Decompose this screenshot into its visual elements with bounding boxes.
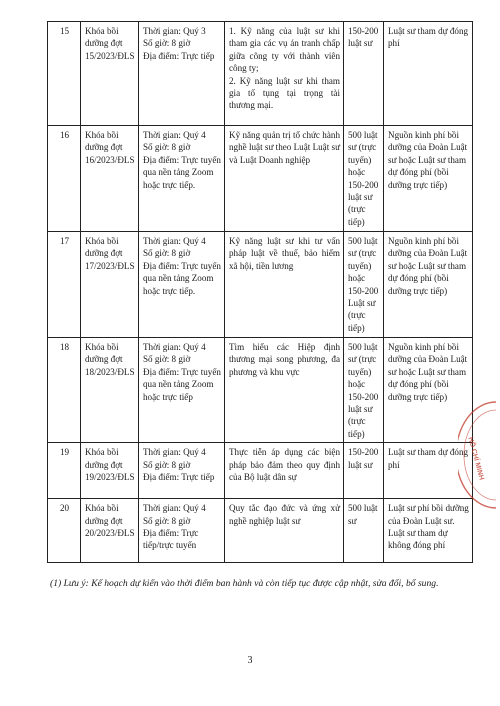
hours-line: Số giờ: 8 giờ bbox=[143, 354, 191, 365]
hours-line: Số giờ: 8 giờ bbox=[143, 38, 191, 49]
content-line: Tìm hiểu các Hiệp định thương mại song phương, đa phương và khu vực bbox=[229, 342, 340, 377]
funding-source: Luật sư tham dự đóng phí bbox=[384, 22, 473, 126]
course-content bbox=[225, 499, 344, 563]
location-line: Địa điểm: Trực tuyến qua nền tảng Zoom hoặc trực tiếp. bbox=[143, 260, 221, 296]
location-line: Địa điểm: Trực tiếp bbox=[143, 472, 215, 483]
course-name: Khóa bồi dưỡng đợt 19/2023/ĐLS bbox=[81, 443, 139, 499]
table-row bbox=[48, 232, 473, 338]
table-row bbox=[48, 126, 473, 232]
course-content bbox=[225, 338, 344, 443]
time-info bbox=[139, 443, 225, 499]
official-stamp-icon bbox=[458, 400, 498, 510]
course-name: Khóa bồi dưỡng đợt 18/2023/ĐLS bbox=[81, 338, 139, 443]
time-line: Thời gian: Quý 4 bbox=[143, 447, 206, 458]
course-name: Khóa bồi dưỡng đợt 15/2023/ĐLS bbox=[81, 22, 139, 126]
training-plan-table bbox=[47, 21, 473, 563]
funding-source: Nguồn kinh phí bồi dưỡng của Đoàn Luật sư hoặc Luật sư tham dự đóng phí (bồi dưỡng trực tiếp) bbox=[384, 338, 473, 443]
hours-line: Số giờ: 8 giờ bbox=[143, 248, 191, 259]
location-line: Địa điểm: Trực tiếp/trực tuyến bbox=[143, 528, 199, 551]
time-info bbox=[139, 499, 225, 563]
location-line: Địa điểm: Trực tiếp bbox=[143, 50, 215, 61]
time-line: Thời gian: Quý 4 bbox=[143, 342, 206, 352]
content-line: Quy tắc đạo đức và ứng xử nghề nghiệp luật sư bbox=[229, 503, 340, 526]
table-row bbox=[48, 338, 473, 443]
time-info bbox=[139, 126, 225, 232]
time-line: Thời gian: Quý 3 bbox=[143, 26, 206, 36]
hours-line: Số giờ: 8 giờ bbox=[143, 142, 191, 153]
course-name: Khóa bồi dưỡng đợt 20/2023/ĐLS bbox=[81, 499, 139, 563]
location-line: Địa điểm: Trực tuyến qua nền tảng Zoom hoặc trực tiếp. bbox=[143, 154, 221, 190]
table-row bbox=[48, 22, 473, 126]
stamp-text: HỒ CHÍ MINH bbox=[466, 436, 485, 481]
content-line: Kỹ năng luật sư khi tư vấn pháp luật về thuế, bảo hiểm xã hội, tiền lương bbox=[229, 236, 340, 271]
time-line: Thời gian: Quý 4 bbox=[143, 503, 206, 514]
funding-source: Luật sư phí bồi dưỡng của Đoàn Luật sư. Luật sư tham dự không đóng phí bbox=[384, 499, 473, 563]
row-number: 20 bbox=[48, 499, 81, 563]
hours-line: Số giờ: 8 giờ bbox=[143, 515, 191, 526]
row-number: 19 bbox=[48, 443, 81, 499]
hours-line: Số giờ: 8 giờ bbox=[143, 459, 191, 470]
course-content bbox=[225, 443, 344, 499]
content-line: Kỹ năng quản trị tổ chức hành nghề luật sư theo Luật Luật sư và Luật Doanh nghiệp bbox=[229, 130, 340, 165]
target-audience: 500 luật sư (trực tuyến) hoặc 150-200 luật sư (trực tiếp) bbox=[344, 126, 384, 232]
course-name: Khóa bồi dưỡng đợt 17/2023/ĐLS bbox=[81, 232, 139, 338]
time-line: Thời gian: Quý 4 bbox=[143, 130, 206, 140]
location-line: Địa điểm: Trực tuyến qua nền tảng Zoom hoặc trực tiếp bbox=[143, 366, 221, 402]
content-line: 2. Kỹ năng luật sư khi tham gia tố tụng tại trọng tài thương mại. bbox=[229, 75, 340, 111]
funding-source: Nguồn kinh phí bồi dưỡng của Đoàn Luật sư hoặc Luật sư tham dự đóng phí (bồi dưỡng trực tiếp) bbox=[384, 126, 473, 232]
target-audience: 500 luật sư (trực tuyến) hoặc 150-200 luật sư (trực tiếp) bbox=[344, 338, 384, 443]
row-number: 18 bbox=[48, 338, 81, 443]
table-row bbox=[48, 499, 473, 563]
course-content bbox=[225, 22, 344, 126]
footnote: (1) Lưu ý: Kế hoạch dự kiến vào thời điểm ban hành và còn tiếp tục được cập nhật, sửa đổi, bổ sung. bbox=[50, 578, 439, 589]
course-content bbox=[225, 126, 344, 232]
time-info bbox=[139, 338, 225, 443]
course-name: Khóa bồi dưỡng đợt 16/2023/ĐLS bbox=[81, 126, 139, 232]
target-audience: 150-200 luật sư bbox=[344, 22, 384, 126]
content-line: 1. Kỹ năng của luật sư khi tham gia các vụ án tranh chấp giữa công ty với thành viên công ty; bbox=[229, 26, 340, 74]
content-line: Thực tiễn áp dụng các biện pháp bảo đảm theo quy định của Bộ luật dân sự bbox=[229, 447, 340, 483]
funding-source: Luật sư tham dự đóng phí bbox=[384, 443, 473, 499]
target-audience: 150-200 luật sư bbox=[344, 443, 384, 499]
table-body bbox=[48, 22, 473, 563]
time-info bbox=[139, 22, 225, 126]
target-audience: 500 luật sư (trực tuyến) hoặc 150-200 Luật sư (trực tiếp) bbox=[344, 232, 384, 338]
row-number: 15 bbox=[48, 22, 81, 126]
row-number: 16 bbox=[48, 126, 81, 232]
time-info bbox=[139, 232, 225, 338]
page-number: 3 bbox=[247, 655, 253, 666]
funding-source: Nguồn kinh phí bồi dưỡng của Đoàn Luật sư hoặc Luật sư tham dự đóng phí (bồi dưỡng trực tiếp) bbox=[384, 232, 473, 338]
row-number: 17 bbox=[48, 232, 81, 338]
time-line: Thời gian: Quý 4 bbox=[143, 236, 206, 246]
table-row bbox=[48, 443, 473, 499]
target-audience: 500 luật sư bbox=[344, 499, 384, 563]
course-content bbox=[225, 232, 344, 338]
